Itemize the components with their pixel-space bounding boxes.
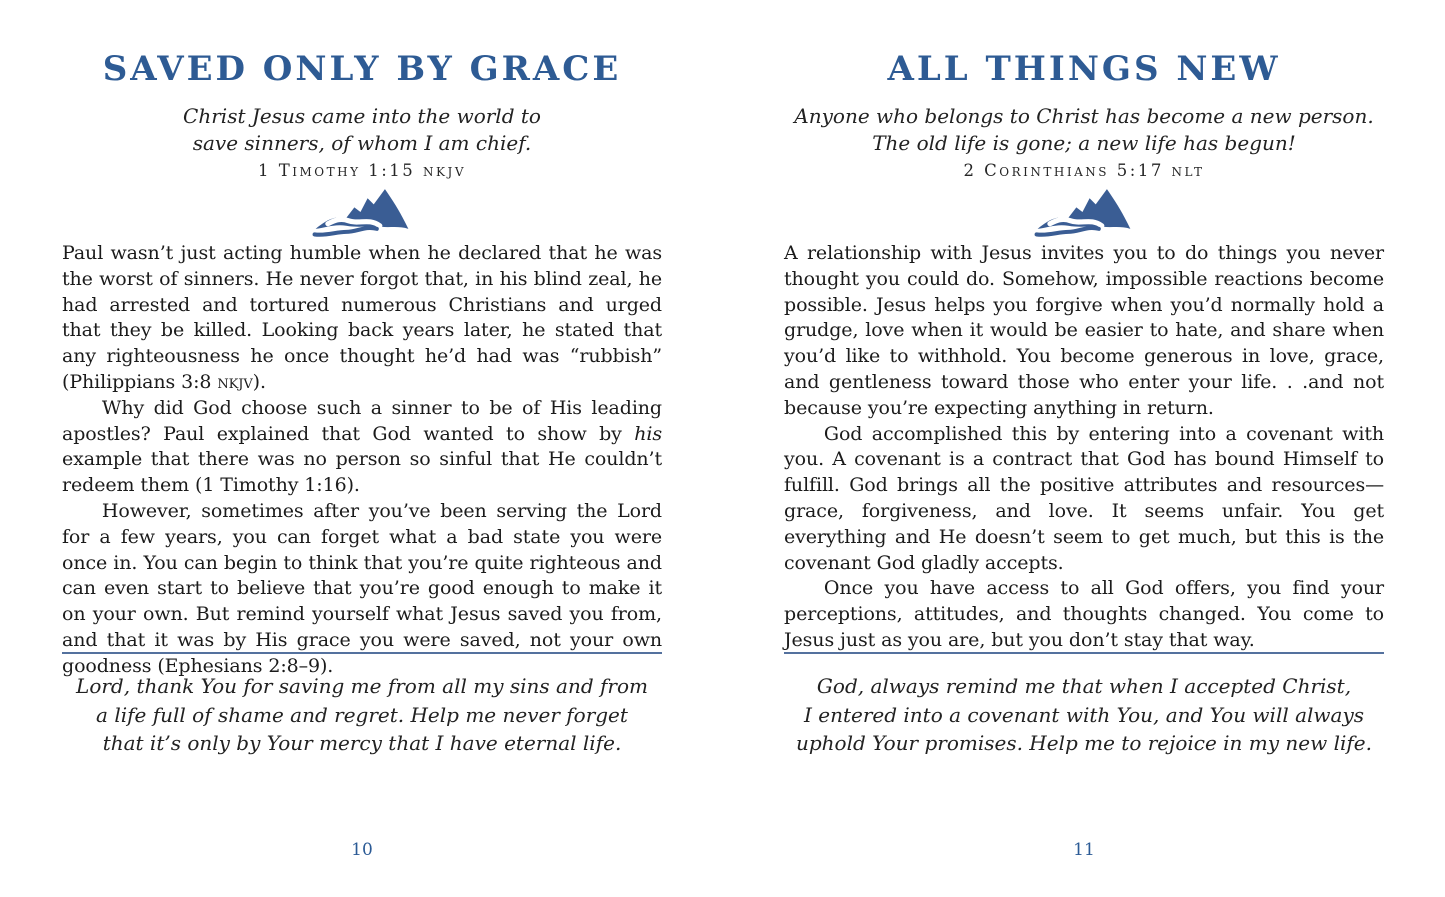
divider-rule [784, 652, 1384, 654]
mountain-river-icon [1029, 185, 1139, 238]
prayer-section [784, 652, 1384, 758]
text-segment: example that there was no person so sinful that He couldn’t redeem them (1 Timothy 1:16). [62, 448, 662, 497]
text-segment: Once you have access to all God offers, you find your perceptions, attitudes, and thoughts changed. You come to Jesus just as you are, but you don’t stay that way. [784, 577, 1384, 651]
divider-rule [62, 652, 662, 654]
page-number: 10 [351, 840, 373, 860]
page-right [784, 0, 1384, 897]
body-paragraph [62, 241, 662, 396]
prayer-text: Lord, thank You for saving me from all my sins and from a life full of shame and regret. Help me never forget that it’s only by Your mercy that I have eternal life. [76, 674, 648, 755]
page-title: ALL THINGS NEW [887, 49, 1281, 89]
page-number: 11 [1073, 840, 1095, 860]
devotional-body [784, 241, 1384, 654]
scripture-verse: Anyone who belongs to Christ has become a new person. The old life is gone; a new life has begun! [794, 104, 1374, 155]
scripture-reference: 1 Timothy 1:15 nkjv [258, 161, 466, 180]
scripture-reference: 2 Corinthians 5:17 nlt [963, 161, 1205, 180]
scripture-verse: Christ Jesus came into the world to save sinners, of whom I am chief. [183, 104, 541, 155]
body-paragraph [784, 422, 1384, 577]
text-segment: ). [252, 370, 266, 393]
text-segment: nkjv [217, 370, 253, 393]
prayer-section [62, 652, 662, 758]
text-segment: Why did God choose such a sinner to be of His leading apostles? Paul explained that God wanted to show by [62, 396, 662, 445]
body-paragraph [784, 241, 1384, 422]
body-paragraph [62, 396, 662, 499]
mountain-river-icon [307, 185, 417, 238]
mountain-river-icon [1029, 185, 1139, 238]
page-left [62, 0, 662, 897]
body-paragraph [784, 576, 1384, 653]
text-segment: Paul wasn’t just acting humble when he declared that he was the worst of sinners. He never forgot that, in his blind zeal, he had arrested and tortured numerous Christians and urged that they be killed. Looking back years later, he stated that any righteousness he once thought he’d had was “rubbish” (Philippians 3:8 [62, 242, 662, 393]
page-title: SAVED ONLY BY GRACE [102, 49, 622, 89]
text-segment: However, sometimes after you’ve been serving the Lord for a few years, you can forget what a bad state you were once in. You can begin to think that you’re quite righteous and can even start to believe that you’re good enough to make it on your own. But remind yourself what Jesus saved you from, and that it was by His grace you were saved, not your own goodness (Ephesians 2:8–9). [62, 499, 662, 677]
text-segment: A relationship with Jesus invites you to do things you never thought you could do. Somehow, impossible reactions become possible. Jesus helps you forgive when you’d normally hold a grudge, love when it would be easier to hate, and share when you’d like to withhold. You become generous in love, grace, and gentleness toward those who enter your life. . .and not because you’re expecting anything in return. [784, 242, 1384, 419]
text-segment: his [634, 422, 662, 445]
devotional-body [62, 241, 662, 680]
mountain-river-icon [307, 185, 417, 238]
text-segment: God accomplished this by entering into a covenant with you. A covenant is a contract that God has bound Himself to fulfill. God brings all the positive attributes and resources—grace, forgiveness, and love. It seems unfair. You get everything and He doesn’t seem to get much, but this is the covenant God gladly accepts. [784, 422, 1384, 574]
prayer-text: God, always remind me that when I accepted Christ, I entered into a covenant with You, and You will always uphold Your promises. Help me to rejoice in my new life. [795, 674, 1372, 755]
